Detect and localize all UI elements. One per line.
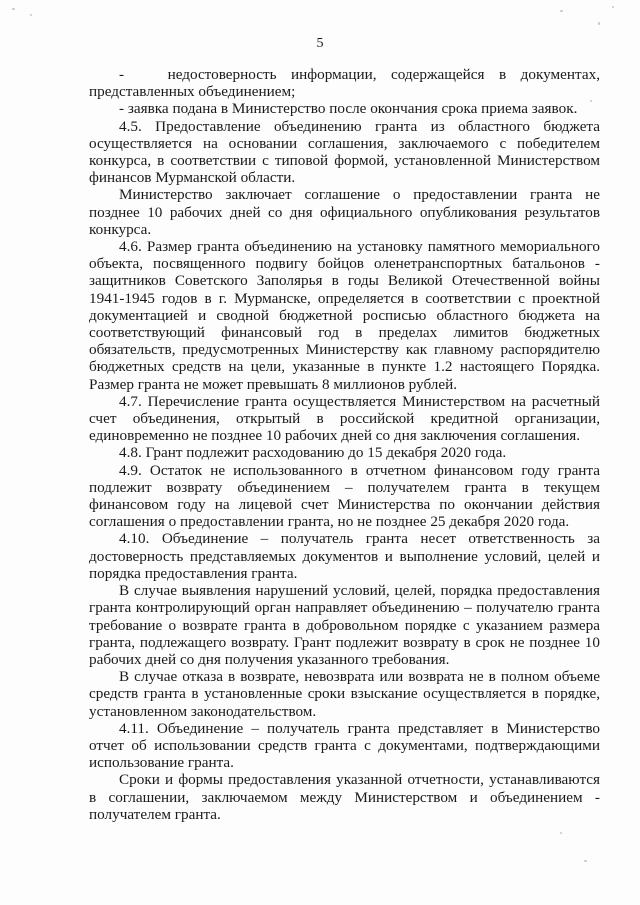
paragraph-4-10: 4.10. Объединение – получатель гранта несет ответственность за достоверность представляемых документов и выполнение условий, целей и порядка предоставления гранта. <box>89 530 600 582</box>
paragraph-4-11: 4.11. Объединение – получатель гранта представляет в Министерство отчет об использовании средств гранта с документами, подтверждающими использование гранта. <box>89 719 600 772</box>
paragraph-reporting-forms: Сроки и формы предоставления указанной отчетности, устанавливаются в соглашении, заключаемом между Министерством и объединением - получателем гранта. <box>89 771 600 823</box>
scan-speck <box>612 6 614 8</box>
paragraph-4-9: 4.9. Остаток не использованного в отчетном финансовом году гранта подлежит возврату объединением – получателем гранта в текущем финансовом году на лицевой счет Министерства по окончании действия соглашения о предоставлении гранта, но не позднее 25 декабря 2020 года. <box>89 461 600 531</box>
paragraph-agreement-deadline: Министерство заключает соглашение о предоставлении гранта не позднее 10 рабочих дней со дня официального опубликования результатов конкурса. <box>89 186 600 238</box>
scan-speck <box>584 860 587 862</box>
paragraph-4-7: 4.7. Перечисление гранта осуществляется Министерством на расчетный счет объединения, открытый в российской кредитной организации, единовременно не позднее 10 рабочих дней со дня заключения соглашения. <box>89 392 600 445</box>
page-number: 5 <box>316 36 324 51</box>
scan-speck <box>590 100 592 102</box>
scan-speck <box>30 14 32 16</box>
scan-speck <box>560 10 563 12</box>
paragraph-unreliable-info: - недостоверность информации, содержащейся в документах, представленных объединением; <box>89 66 600 101</box>
paragraph-refusal: В случае отказа в возврате, невозврата или возврата не в полном объеме средств гранта в установленные сроки взыскание осуществляется в порядке, установленном законодательством. <box>89 668 600 720</box>
scan-speck <box>598 22 600 25</box>
paragraph-4-8: 4.8. Грант подлежит расходованию до 15 декабря 2020 года. <box>119 444 507 462</box>
paragraph-4-5: 4.5. Предоставление объединению гранта из областного бюджета осуществляется на основании соглашения, заключаемого с победителем конкурса, в соответствии с типовой формой, установленной Министерством финансов Мурманской области. <box>89 117 600 187</box>
document-body <box>89 66 600 823</box>
scan-speck <box>12 8 15 10</box>
paragraph-violations: В случае выявления нарушений условий, целей, порядка предоставления гранта контролирующий орган направляет объединению – получателю гранта требование о возврате гранта в добровольном порядке с указанием размера гранта, подлежащего возврату. Грант подлежит возврату в срок не позднее 10 рабочих дней со дня получения указанного требования. <box>89 582 600 668</box>
scan-speck <box>560 832 562 834</box>
paragraph-4-6: 4.6. Размер гранта объединению на установку памятного мемориального объекта, посвященного подвигу бойцов оленетранспортных батальонов - защитников Советского Заполярья в годы Великой Отечественной войны 1941-1945 годов в г. Мурманске, определяется в соответствии с проектной документацией и сводной бюджетной росписью областного бюджета на соответствующий финансовый год в пределах лимитов бюджетных обязательств, предусмотренных Министерству как главному распорядителю бюджетных средств на цели, указанные в пункте 1.2 настоящего Порядка. Размер гранта не может превышать 8 миллионов рублей. <box>89 238 600 393</box>
paragraph-late-application: - заявка подана в Министерство после окончания срока приема заявок. <box>119 100 578 118</box>
